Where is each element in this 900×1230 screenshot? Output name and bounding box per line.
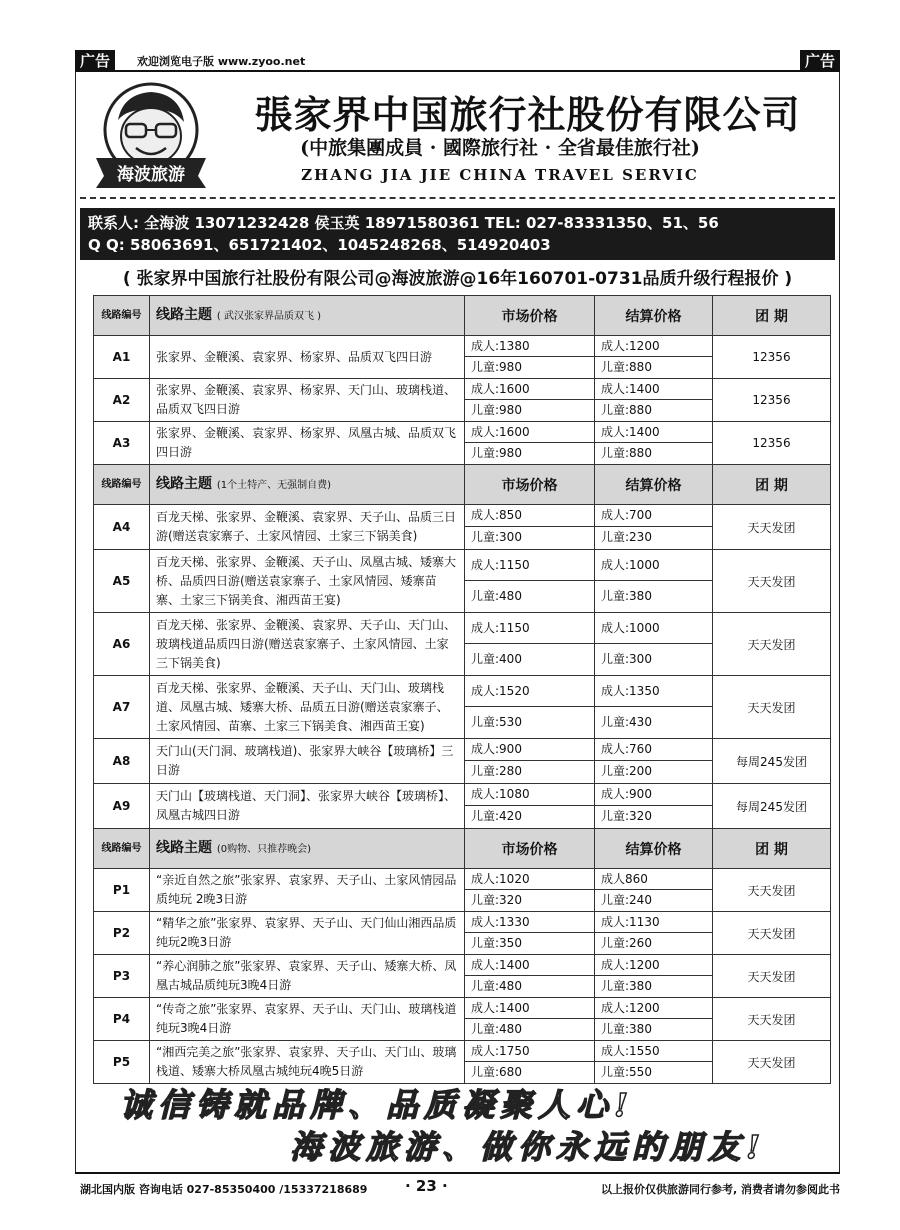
route-code: P5 bbox=[94, 1041, 150, 1084]
market-price-child: 儿童:320 bbox=[471, 893, 522, 907]
route-description: “精华之旅”张家界、袁家界、天子山、天门仙山湘西品质纯玩2晚3日游 bbox=[150, 912, 465, 955]
settle-price-cell bbox=[595, 379, 713, 422]
route-description: 百龙天梯、张家界、金鞭溪、天子山、凤凰古城、矮寨大桥、品质四日游(赠送袁家寨子、土家风情园、矮寨苗寨、土家三下锅美食、湘西苗王宴) bbox=[150, 550, 465, 613]
company-subtitle: (中旅集團成員 · 國際旅行社 · 全省最佳旅行社) bbox=[300, 137, 700, 159]
header-settle-price: 结算价格 bbox=[595, 296, 713, 336]
route-description: 张家界、金鞭溪、袁家界、杨家界、品质双飞四日游 bbox=[150, 336, 465, 379]
settle-price-adult: 成人:900 bbox=[595, 784, 712, 806]
departure-schedule: 天天发团 bbox=[713, 613, 831, 676]
slogan-line-1: 诚信铸就品牌、品质凝聚人心! bbox=[120, 1086, 635, 1124]
market-price-child: 儿童:400 bbox=[471, 652, 522, 666]
bottom-rule bbox=[75, 1172, 840, 1174]
footer-disclaimer: 以上报价仅供旅游同行参考, 消费者请勿参阅此书 bbox=[600, 1183, 840, 1196]
header-settle-price: 结算价格 bbox=[595, 829, 713, 869]
contact-bar bbox=[80, 208, 835, 260]
settle-price-child: 儿童:260 bbox=[601, 936, 652, 950]
market-price-cell bbox=[465, 336, 595, 379]
settle-price-child: 儿童:550 bbox=[601, 1065, 652, 1079]
settle-price-cell bbox=[595, 613, 713, 676]
departure-schedule: 12356 bbox=[713, 422, 831, 465]
market-price-child: 儿童:980 bbox=[471, 446, 522, 460]
departure-schedule: 天天发团 bbox=[713, 1041, 831, 1084]
welcome-text: 欢迎浏览电子版 www.zyoo.net bbox=[137, 55, 306, 68]
departure-schedule: 天天发团 bbox=[713, 955, 831, 998]
header-departure: 团 期 bbox=[713, 829, 831, 869]
settle-price-adult: 成人:1200 bbox=[595, 336, 712, 357]
settle-price-adult: 成人:1000 bbox=[595, 613, 712, 644]
market-price-cell bbox=[465, 613, 595, 676]
contact-line-qq: Q Q: 58063691、651721402、1045248268、514920403 bbox=[88, 236, 551, 254]
route-row bbox=[94, 998, 831, 1041]
route-code: P3 bbox=[94, 955, 150, 998]
market-price-cell bbox=[465, 505, 595, 550]
settle-price-child: 儿童:230 bbox=[601, 530, 652, 544]
route-code: A5 bbox=[94, 550, 150, 613]
footer-edition: 湖北国内版 咨询电话 027-85350400 /15337218689 bbox=[80, 1183, 368, 1196]
route-row bbox=[94, 422, 831, 465]
settle-price-adult: 成人:1550 bbox=[595, 1041, 712, 1062]
settle-price-child: 儿童:240 bbox=[601, 893, 652, 907]
company-name: 張家界中国旅行社股份有限公司 bbox=[254, 92, 801, 137]
market-price-adult: 成人:1520 bbox=[465, 676, 594, 707]
company-english-name: ZHANG JIA JIE CHINA TRAVEL SERVIC bbox=[301, 166, 699, 184]
market-price-child: 儿童:980 bbox=[471, 360, 522, 374]
settle-price-adult: 成人:1400 bbox=[595, 422, 712, 443]
market-price-cell bbox=[465, 912, 595, 955]
market-price-child: 儿童:480 bbox=[471, 1022, 522, 1036]
market-price-cell bbox=[465, 550, 595, 613]
settle-price-cell bbox=[595, 422, 713, 465]
settle-price-cell bbox=[595, 955, 713, 998]
market-price-adult: 成人:1080 bbox=[465, 784, 594, 806]
header-code: 线路编号 bbox=[94, 829, 150, 869]
market-price-child: 儿童:480 bbox=[471, 979, 522, 993]
market-price-child: 儿童:300 bbox=[471, 530, 522, 544]
market-price-adult: 成人:1380 bbox=[465, 336, 594, 357]
departure-schedule: 天天发团 bbox=[713, 676, 831, 739]
market-price-cell bbox=[465, 676, 595, 739]
market-price-cell bbox=[465, 869, 595, 912]
settle-price-child: 儿童:880 bbox=[601, 403, 652, 417]
settle-price-adult: 成人:1400 bbox=[595, 379, 712, 400]
route-description: “养心润肺之旅”张家界、袁家界、天子山、矮寨大桥、凤凰古城品质纯玩3晚4日游 bbox=[150, 955, 465, 998]
settle-price-child: 儿童:320 bbox=[601, 809, 652, 823]
header-code: 线路编号 bbox=[94, 296, 150, 336]
route-code: A8 bbox=[94, 739, 150, 784]
route-description: 天门山(天门洞、玻璃栈道)、张家界大峡谷【玻璃桥】三日游 bbox=[150, 739, 465, 784]
header-market-price: 市场价格 bbox=[465, 296, 595, 336]
contact-line-phones: 联系人: 全海波 13071232428 侯玉英 18971580361 TEL: 027-83331350、51、56 bbox=[88, 214, 719, 232]
departure-schedule: 12356 bbox=[713, 336, 831, 379]
settle-price-adult: 成人:700 bbox=[595, 505, 712, 527]
market-price-child: 儿童:680 bbox=[471, 1065, 522, 1079]
price-table bbox=[93, 295, 831, 1084]
settle-price-child: 儿童:380 bbox=[601, 1022, 652, 1036]
market-price-child: 儿童:350 bbox=[471, 936, 522, 950]
ad-tag-right: 广告 bbox=[800, 50, 840, 72]
settle-price-cell bbox=[595, 784, 713, 829]
market-price-cell bbox=[465, 422, 595, 465]
settle-price-cell bbox=[595, 1041, 713, 1084]
departure-schedule: 12356 bbox=[713, 379, 831, 422]
settle-price-adult: 成人860 bbox=[595, 869, 712, 890]
market-price-child: 儿童:980 bbox=[471, 403, 522, 417]
market-price-adult: 成人:1330 bbox=[465, 912, 594, 933]
header-theme-label: 线路主题 bbox=[156, 475, 212, 492]
route-code: A2 bbox=[94, 379, 150, 422]
section-header-row bbox=[94, 829, 831, 869]
route-row bbox=[94, 550, 831, 613]
departure-schedule: 每周245发团 bbox=[713, 739, 831, 784]
header-theme bbox=[150, 465, 465, 505]
route-code: A9 bbox=[94, 784, 150, 829]
dashed-divider bbox=[80, 197, 835, 199]
market-price-cell bbox=[465, 379, 595, 422]
header-code: 线路编号 bbox=[94, 465, 150, 505]
settle-price-child: 儿童:380 bbox=[601, 979, 652, 993]
departure-schedule: 天天发团 bbox=[713, 998, 831, 1041]
market-price-cell bbox=[465, 739, 595, 784]
market-price-adult: 成人:1600 bbox=[465, 379, 594, 400]
settle-price-adult: 成人:1000 bbox=[595, 550, 712, 581]
settle-price-cell bbox=[595, 336, 713, 379]
route-row bbox=[94, 739, 831, 784]
departure-schedule: 天天发团 bbox=[713, 912, 831, 955]
header-theme-note: (1个土特产、无强制自费) bbox=[216, 479, 332, 491]
departure-schedule: 天天发团 bbox=[713, 550, 831, 613]
header-departure: 团 期 bbox=[713, 465, 831, 505]
market-price-adult: 成人:1020 bbox=[465, 869, 594, 890]
market-price-adult: 成人:1600 bbox=[465, 422, 594, 443]
market-price-adult: 成人:1150 bbox=[465, 550, 594, 581]
route-row bbox=[94, 676, 831, 739]
route-row bbox=[94, 1041, 831, 1084]
settle-price-cell bbox=[595, 912, 713, 955]
section-header-row bbox=[94, 296, 831, 336]
route-row bbox=[94, 955, 831, 998]
header-theme bbox=[150, 829, 465, 869]
settle-price-cell bbox=[595, 550, 713, 613]
market-price-cell bbox=[465, 998, 595, 1041]
route-description: “亲近自然之旅”张家界、袁家界、天子山、土家风情园品质纯玩 2晚3日游 bbox=[150, 869, 465, 912]
route-description: 张家界、金鞭溪、袁家界、杨家界、凤凰古城、品质双飞四日游 bbox=[150, 422, 465, 465]
market-price-adult: 成人:1400 bbox=[465, 998, 594, 1019]
price-list-headline: ( 张家界中国旅行社股份有限公司@海波旅游@16年160701-0731品质升级行程报价 ) bbox=[122, 269, 793, 289]
top-bar bbox=[75, 50, 840, 72]
settle-price-child: 儿童:430 bbox=[601, 715, 652, 729]
settle-price-cell bbox=[595, 998, 713, 1041]
route-row bbox=[94, 784, 831, 829]
departure-schedule: 天天发团 bbox=[713, 869, 831, 912]
route-description: 天门山【玻璃栈道、天门洞】、张家界大峡谷【玻璃桥】、凤凰古城四日游 bbox=[150, 784, 465, 829]
settle-price-adult: 成人:1200 bbox=[595, 998, 712, 1019]
ad-tag-left: 广告 bbox=[75, 50, 115, 72]
market-price-adult: 成人:1750 bbox=[465, 1041, 594, 1062]
route-description: 百龙天梯、张家界、金鞭溪、袁家界、天子山、品质三日游(赠送袁家寨子、土家风情园、土家三下锅美食) bbox=[150, 505, 465, 550]
header-theme-note: ( 武汉张家界品质双飞 ) bbox=[216, 310, 322, 322]
header-market-price: 市场价格 bbox=[465, 829, 595, 869]
route-row bbox=[94, 379, 831, 422]
settle-price-child: 儿童:200 bbox=[601, 764, 652, 778]
route-description: 百龙天梯、张家界、金鞭溪、天子山、天门山、玻璃栈道、凤凰古城、矮寨大桥、品质五日游(赠送袁家寨子、土家风情园、苗寨、土家三下锅美食、湘西苗王宴) bbox=[150, 676, 465, 739]
route-description: 张家界、金鞭溪、袁家界、杨家界、天门山、玻璃栈道、品质双飞四日游 bbox=[150, 379, 465, 422]
route-code: P2 bbox=[94, 912, 150, 955]
settle-price-child: 儿童:380 bbox=[601, 589, 652, 603]
route-code: P1 bbox=[94, 869, 150, 912]
departure-schedule: 每周245发团 bbox=[713, 784, 831, 829]
haibo-cartoon-logo bbox=[88, 80, 214, 192]
header-theme-label: 线路主题 bbox=[156, 839, 212, 856]
market-price-adult: 成人:1150 bbox=[465, 613, 594, 644]
market-price-cell bbox=[465, 784, 595, 829]
route-row bbox=[94, 869, 831, 912]
route-row bbox=[94, 336, 831, 379]
route-code: A3 bbox=[94, 422, 150, 465]
route-code: A4 bbox=[94, 505, 150, 550]
route-description: “湘西完美之旅”张家界、袁家界、天子山、天门山、玻璃栈道、矮寨大桥凤凰古城纯玩4晚5日游 bbox=[150, 1041, 465, 1084]
route-row bbox=[94, 613, 831, 676]
market-price-adult: 成人:900 bbox=[465, 739, 594, 761]
settle-price-child: 儿童:880 bbox=[601, 446, 652, 460]
header-theme-note: (0购物、只推荐晚会) bbox=[216, 843, 312, 855]
route-row bbox=[94, 505, 831, 550]
settle-price-child: 儿童:300 bbox=[601, 652, 652, 666]
market-price-child: 儿童:530 bbox=[471, 715, 522, 729]
market-price-child: 儿童:480 bbox=[471, 589, 522, 603]
route-code: A1 bbox=[94, 336, 150, 379]
header-theme bbox=[150, 296, 465, 336]
slogan-line-2: 海波旅游、做你永远的朋友! bbox=[290, 1128, 767, 1166]
market-price-cell bbox=[465, 1041, 595, 1084]
route-description: “传奇之旅”张家界、袁家界、天子山、天门山、玻璃栈道纯玩3晚4日游 bbox=[150, 998, 465, 1041]
market-price-cell bbox=[465, 955, 595, 998]
route-code: A7 bbox=[94, 676, 150, 739]
settle-price-child: 儿童:880 bbox=[601, 360, 652, 374]
route-code: A6 bbox=[94, 613, 150, 676]
route-row bbox=[94, 912, 831, 955]
settle-price-adult: 成人:1350 bbox=[595, 676, 712, 707]
market-price-adult: 成人:1400 bbox=[465, 955, 594, 976]
settle-price-adult: 成人:1130 bbox=[595, 912, 712, 933]
settle-price-cell bbox=[595, 505, 713, 550]
settle-price-adult: 成人:1200 bbox=[595, 955, 712, 976]
header-theme-label: 线路主题 bbox=[156, 306, 212, 323]
settle-price-cell bbox=[595, 869, 713, 912]
settle-price-cell bbox=[595, 739, 713, 784]
page-number: · 23 · bbox=[405, 1177, 448, 1195]
header-market-price: 市场价格 bbox=[465, 465, 595, 505]
header-settle-price: 结算价格 bbox=[595, 465, 713, 505]
market-price-child: 儿童:280 bbox=[471, 764, 522, 778]
settle-price-adult: 成人:760 bbox=[595, 739, 712, 761]
market-price-adult: 成人:850 bbox=[465, 505, 594, 527]
route-code: P4 bbox=[94, 998, 150, 1041]
departure-schedule: 天天发团 bbox=[713, 505, 831, 550]
logo-badge-text: 海波旅游 bbox=[117, 165, 185, 185]
market-price-child: 儿童:420 bbox=[471, 809, 522, 823]
section-header-row bbox=[94, 465, 831, 505]
route-description: 百龙天梯、张家界、金鞭溪、袁家界、天子山、天门山、玻璃栈道品质四日游(赠送袁家寨子、土家风情园、土家三下锅美食) bbox=[150, 613, 465, 676]
header-departure: 团 期 bbox=[713, 296, 831, 336]
settle-price-cell bbox=[595, 676, 713, 739]
